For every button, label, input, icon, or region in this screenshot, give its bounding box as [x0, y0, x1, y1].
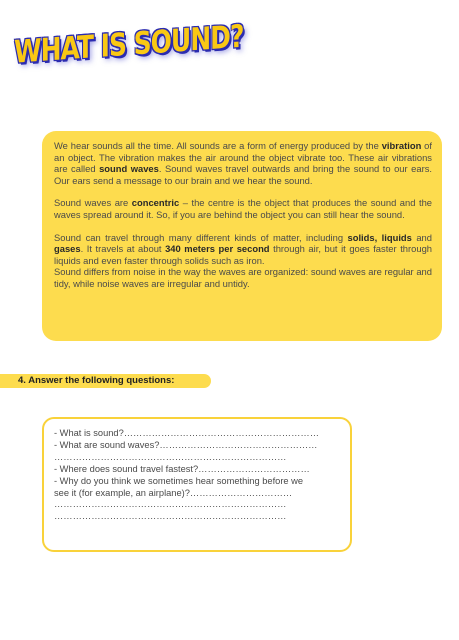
- term-solids-liquids: solids, liquids: [347, 231, 412, 243]
- term-vibration: vibration: [381, 140, 422, 151]
- term-concentric: concentric: [131, 197, 180, 209]
- answer-box: [42, 417, 352, 552]
- text-span: We hear sounds all the time. All sounds are a form of energy produced by the: [54, 140, 382, 151]
- info-box: [42, 131, 442, 341]
- answer-line: …………………………………………………………………: [54, 511, 287, 522]
- question-line: - What are sound waves?……………………………………………: [54, 439, 318, 450]
- text-span: and: [411, 231, 432, 243]
- page-title: WHAT IS SOUND?: [14, 17, 244, 71]
- text-span: Sound waves are: [54, 197, 132, 209]
- term-gases: gases: [54, 243, 81, 255]
- text-span: of an object. The vibration makes the air around the object vibrate too. These air vibrations are called: [54, 140, 432, 175]
- text-span: – the centre is the object that produces the sound and the waves spread around it. So, if you are behind the object you can still hear the sound.: [54, 197, 433, 220]
- paragraph-concentric: [54, 197, 432, 220]
- text-span: Sound can travel through many different kinds of matter, including: [54, 231, 348, 243]
- text-span: . Sound waves travel outwards and bring the sound to our ears. Our ears send a message to our brain and we hear the sound.: [54, 163, 432, 186]
- text-span: . It travels at about: [80, 243, 166, 255]
- paragraph-noise: Sound differs from noise in the way the waves are organized: sound waves are regular and tidy, while noise waves are irregular and untidy.: [54, 266, 432, 289]
- answer-line: …………………………………………………………………: [54, 499, 287, 510]
- text-span: through air, but it goes faster through liquids and even faster through solids such as iron.: [54, 243, 432, 266]
- paragraph-matter: [54, 232, 432, 267]
- term-speed: 340 meters per second: [165, 243, 270, 255]
- paragraph-vibration: [54, 140, 432, 186]
- question-line: - What is sound?………………………………………………………: [54, 428, 319, 438]
- answer-line: …………………………………………………………………: [54, 451, 287, 462]
- term-sound-waves: sound waves: [99, 163, 159, 175]
- question-line: - Why do you think we sometimes hear something before we: [54, 475, 304, 486]
- question-line: - Where does sound travel fastest?………………………………: [54, 463, 310, 474]
- question-line: see it (for example, an airplane)?……………………………: [54, 487, 293, 498]
- exercise-heading: 4. Answer the following questions:: [0, 374, 211, 388]
